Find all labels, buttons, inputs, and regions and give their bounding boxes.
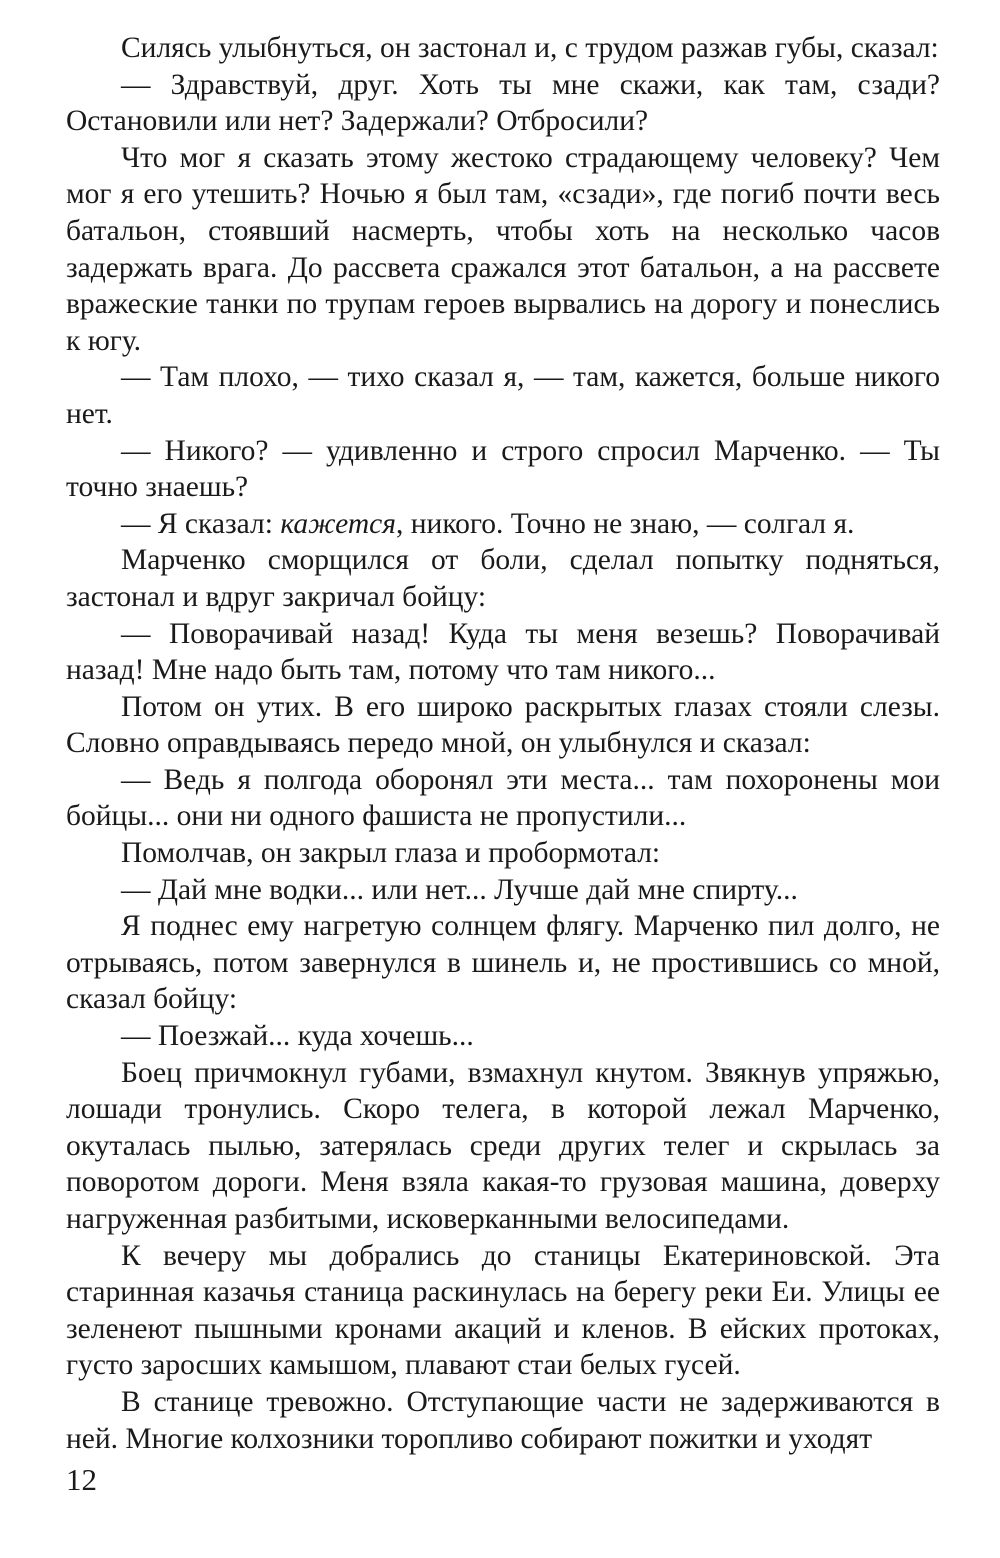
paragraph-text: , никого. Точно не знаю, — солгал я.: [396, 507, 855, 540]
paragraph: Потом он утих. В его широко раскрытых глазах стояли слезы. Словно оправдываясь передо мной, он улыбнулся и сказал:: [66, 690, 940, 760]
paragraph: К вечеру мы добрались до станицы Екатериновской. Эта старинная казачья станица раскинулась на берегу реки Еи. Улицы ее зеленеют пышными кронами акаций и кленов. В ейских протоках, густо заросших камышом, плавают стаи белых гусей.: [66, 1239, 940, 1382]
emphasized-word: кажется: [280, 507, 396, 540]
paragraph: В станице тревожно. Отступающие части не задерживаются в ней. Многие колхозники торопливо собирают пожитки и уходят: [66, 1385, 940, 1455]
paragraph: Боец причмокнул губами, взмахнул кнутом. Звякнув упряжью, лошади тронулись. Скоро телега, в которой лежал Марченко, окуталась пылью, затерялась среди других телег и скрылась за поворотом дороги. Меня взяла какая-то грузовая машина, доверху нагруженная разбитыми, исковерканными велосипедами.: [66, 1056, 940, 1235]
paragraph: — Ведь я полгода оборонял эти места... там похоронены мои бойцы... они ни одного фашиста не пропустили...: [66, 763, 940, 833]
paragraph: — Поворачивай назад! Куда ты меня везешь? Поворачивай назад! Мне надо быть там, потому что там никого...: [66, 617, 940, 687]
paragraph: Я поднес ему нагретую солнцем флягу. Марченко пил долго, не отрываясь, потом завернулся в шинель и, не простившись со мной, сказал бойцу:: [66, 910, 940, 1016]
paragraph: Что мог я сказать этому жестоко страдающему человеку? Чем мог я его утешить? Ночью я был там, «сзади», где погиб почти весь батальон, стоявший насмерть, чтобы хоть на несколько часов задержать врага. До рассвета сражался этот батальон, а на рассвете вражеские танки по трупам героев вырвались на дорогу и понеслись к югу.: [66, 141, 940, 357]
paragraph: — Дай мне водки... или нет... Лучше дай мне спирту...: [121, 873, 798, 906]
paragraph: [66, 506, 940, 543]
page-number: 12: [66, 1462, 97, 1497]
paragraph: Марченко сморщился от боли, сделал попытку подняться, застонал и вдруг закричал бойцу:: [66, 544, 940, 613]
paragraph: Помолчав, он закрыл глаза и пробормотал:: [121, 837, 661, 870]
paragraph: Силясь улыбнуться, он застонал и, с трудом разжав губы, сказал:: [121, 32, 939, 64]
paragraph-text: — Я сказал:: [121, 507, 281, 540]
paragraph: — Там плохо, — тихо сказал я, — там, кажется, больше никого нет.: [66, 361, 940, 430]
paragraph: — Поезжай... куда хочешь...: [121, 1020, 474, 1053]
body-text: [66, 30, 940, 1457]
paragraph: — Никого? — удивленно и строго спросил Марченко. — Ты точно знаешь?: [66, 434, 940, 504]
paragraph: — Здравствуй, друг. Хоть ты мне скажи, как там, сзади? Остановили или нет? Задержали? Отбросили?: [66, 68, 940, 138]
